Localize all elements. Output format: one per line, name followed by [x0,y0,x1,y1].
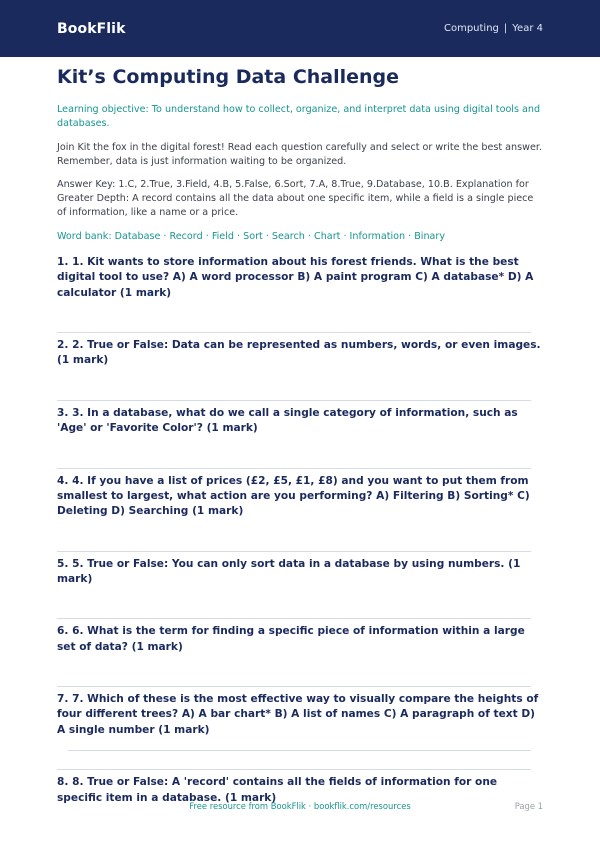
question-5: 5. 5. True or False: You can only sort data in a database by using numbers. (1 mark) [57,557,521,585]
word-bank: Word bank: Database · Record · Field · Sort · Search · Chart · Information · Binary [57,231,446,243]
answer-line-1[interactable] [57,332,531,333]
question-1: 1. 1. Kit wants to store information about his forest friends. What is the best digital tool to use? A) A word processor B) A paint program C) A database* D) A calculator (1 mark) [57,256,534,299]
learning-objective: Learning objective: To understand how to collect, organize, and interpret data using digital tools and databases. [57,103,541,129]
question-3: 3. 3. In a database, what do we call a single category of information, such as 'Age' or 'Favorite Color'? (1 mark) [57,406,518,435]
page-title: Kit’s Computing Data Challenge [57,66,400,88]
footer-divider [68,750,531,751]
answer-line-7[interactable] [57,769,531,770]
subject-label: Computing [443,23,499,34]
answer-line-4[interactable] [57,551,531,552]
header-bar [0,0,600,57]
year-label: Year 4 [512,23,543,34]
answer-line-2[interactable] [57,400,531,401]
separator: | [503,23,508,34]
answer-line-5[interactable] [57,618,531,619]
page-number: Page 1 [514,801,543,811]
worksheet-content [0,57,600,806]
question-4: 4. 4. If you have a list of prices (£2, £5, £1, £8) and you want to put them from smallest to largest, what action are you performing? A) Filtering B) Sorting* C) Deleting D) Searching (1 mark) [57,474,530,518]
brand-logo[interactable]: BookFlik [57,20,126,37]
answer-line-6[interactable] [57,686,531,687]
footer-credit[interactable]: Free resource from BookFlik · bookflik.com/resources [189,801,411,811]
question-2: 2. 2. True or False: Data can be represented as numbers, words, or even images. (1 mark) [57,339,541,367]
intro-text: Join Kit the fox in the digital forest! Read each question carefully and select or write the best answer. Remember, data is just information waiting to be organized. [57,141,542,167]
question-8: 8. 8. True or False: A 'record' contains all the fields of information for one specific item in a database. (1 mark) [57,776,498,804]
answer-key: Answer Key: 1.C, 2.True, 3.Field, 4.B, 5.False, 6.Sort, 7.A, 8.True, 9.Database, 10.B. Explanation for Greater Depth: A record contains all the data about one specific item, while a field is a single piece of information, like a name or a price. [57,179,534,219]
answer-line-3[interactable] [57,468,531,469]
subject-year-label [444,23,543,34]
question-7: 7. 7. Which of these is the most effective way to visually compare the heights of four different trees? A) A bar chart* B) A list of names C) A paragraph of text D) A single number (1 mark) [57,693,539,736]
question-6: 6. 6. What is the term for finding a specific piece of information within a large set of data? (1 mark) [57,625,525,653]
